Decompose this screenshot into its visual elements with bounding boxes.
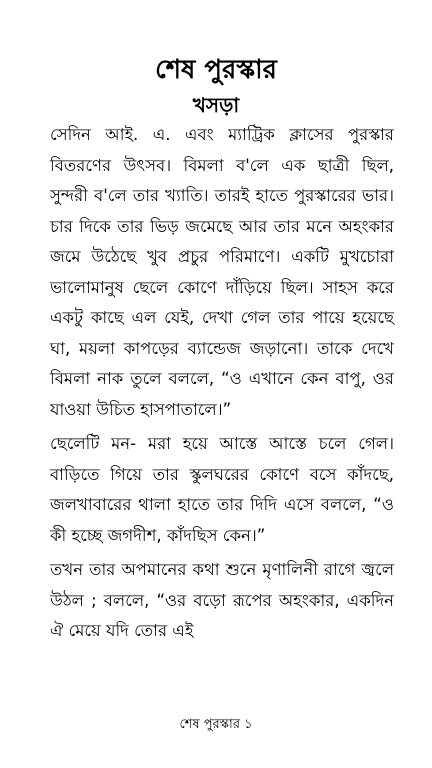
paragraph-3: তখন তার অপমানের কথা শুনে মৃণালিনী রাগে জ্বলে উঠল ; বললে, “ওর বড়ো রূপের অহংকার, একদিন ঐ মেয়ে যদি তোর এই: [50, 560, 394, 640]
paragraph-2: ছেলেটি মন- মরা হয়ে আস্তে আস্তে চলে গেল। বাড়িতে গিয়ে তার স্কুলঘরের কোণে বসে কাঁদছে, জলখাবারের থালা হাতে তার দিদি এসে বললে, “ও কী হচ্ছে জগদীশ, কাঁদছিস কেন।”: [50, 434, 394, 545]
document-title: শেষ পুরস্কার: [155, 55, 277, 85]
body-text: [50, 120, 394, 647]
paragraph-1: সেদিন আই. এ. এবং ম্যাট্রিক ক্লাসের পুরস্কার বিতরণের উৎসব। বিমলা ব'লে এক ছাত্রী ছিল, সুন্দরী ব'লে তার খ্যাতি। তারই হাতে পুরস্কারের ভার। চার দিকে তার ভিড় জমেছে আর তার মনে অহংকার জমে উঠেছে খুব প্রচুর পরিমাণে। একটি মুখচোরা ভালোমানুষ ছেলে কোণে দাঁড়িয়ে ছিল। সাহস করে একটু কাছে এল যেই, দেখা গেল তার পায়ে হয়েছে ঘা, ময়লা কাপড়ের ব্যান্ডেজ জড়ানো। তাকে দেখে বিমলা নাক তুলে বললে, “ও এখানে কেন বাপু, ওর যাওয়া উচিত হাসপাতালে।”: [50, 125, 394, 419]
page-footer: শেষ পুরস্কার ১: [179, 717, 253, 732]
document-subtitle: খসড়া: [192, 93, 240, 117]
